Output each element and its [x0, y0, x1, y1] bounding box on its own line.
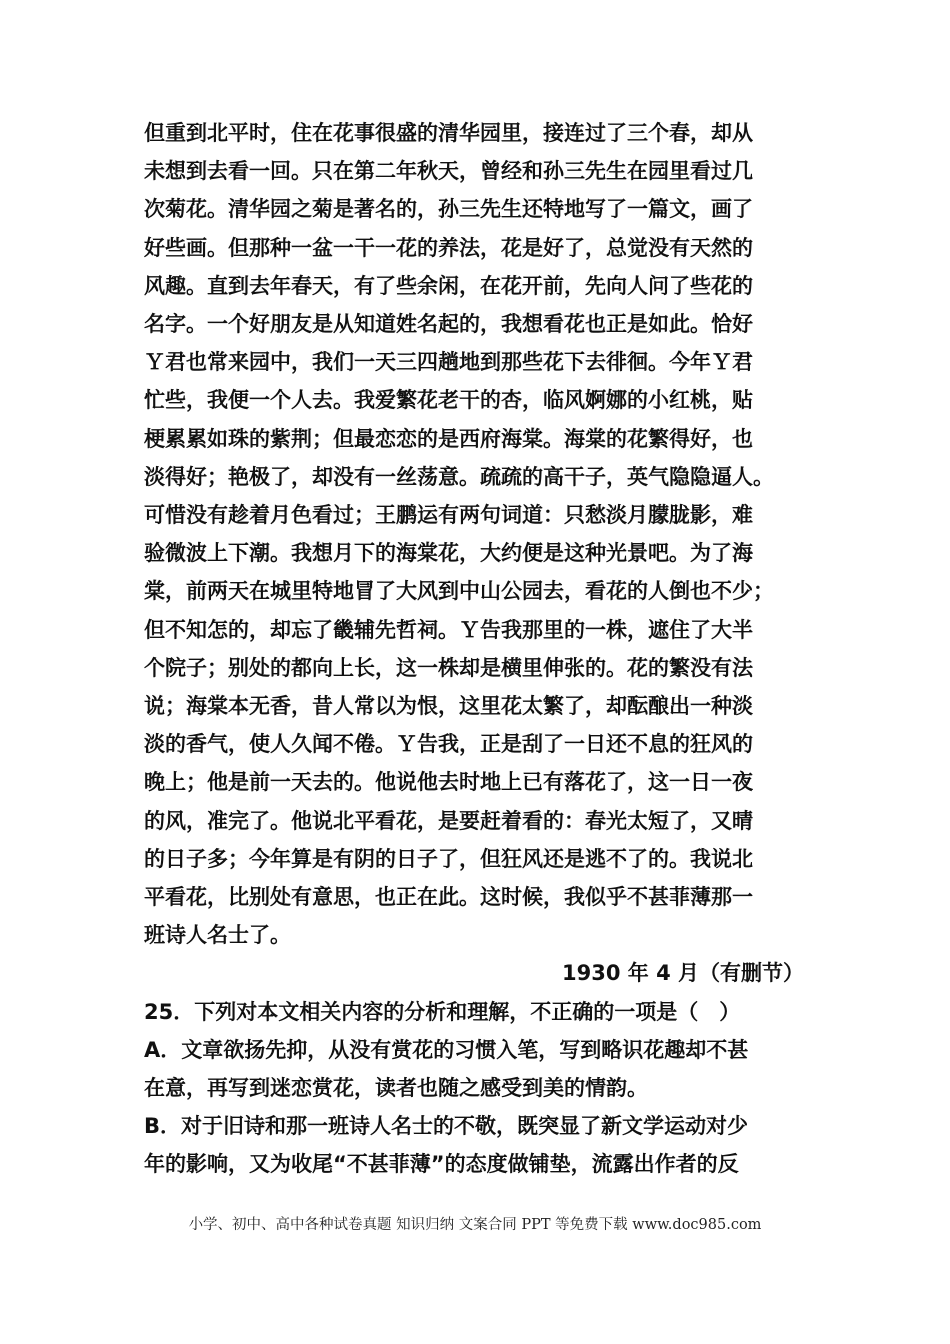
article-line: 但重到北平时，住在花事很盛的清华园里，接连过了三个春，却从	[144, 121, 753, 145]
article-line: 可惜没有趁着月色看过；王鹏运有两句词道：只愁淡月朦胧影，难	[144, 503, 753, 528]
article-text	[144, 114, 812, 954]
article-line: 淡得好；艳极了，却没有一丝荡意。疏疏的高干子，英气隐隐逼人。	[144, 464, 774, 489]
page-footer: 小学、初中、高中各种试卷真题 知识归纳 文案合同 PPT 等免费下载 www.doc985.com	[188, 1217, 762, 1233]
article-line: 验微波上下潮。我想月下的海棠花，大约便是这种光景吧。为了海	[144, 541, 753, 566]
article-date: 1930 年 4 月（有删节）	[562, 961, 804, 986]
question-stem: 25．下列对本文相关内容的分析和理解，不正确的一项是（ ）	[144, 999, 741, 1024]
article-line: 的风，准完了。他说北平看花，是要赶着看的：春光太短了，又晴	[144, 808, 753, 833]
document-body	[144, 114, 812, 1184]
article-line: 淡的香气，使人久闻不倦。Ｙ告我，正是刮了一日还不息的狂风的	[144, 732, 753, 757]
article-line: Ｙ君也常来园中，我们一天三四趟地到那些花下去徘徊。今年Ｙ君	[144, 350, 753, 375]
option-line: A．文章欲扬先抑，从没有赏花的习惯入笔，写到略识花趣却不甚	[144, 1037, 749, 1062]
option-a	[144, 1031, 812, 1107]
article-line: 梗累累如珠的紫荆；但最恋恋的是西府海棠。海棠的花繁得好，也	[144, 426, 753, 451]
article-line: 晚上；他是前一天去的。他说他去时地上已有落花了，这一日一夜	[144, 770, 753, 795]
article-line: 棠，前两天在城里特地冒了大风到中山公园去，看花的人倒也不少；	[144, 579, 774, 604]
article-line: 班诗人名士了。	[144, 923, 291, 948]
question-25	[144, 993, 812, 1184]
article-line: 说；海棠本无香，昔人常以为恨，这里花太繁了，却酝酿出一种淡	[144, 694, 753, 719]
article-line: 但不知怎的，却忘了畿辅先哲祠。Ｙ告我那里的一株，遮住了大半	[144, 617, 753, 642]
article-line: 次菊花。清华园之菊是著名的，孙三先生还特地写了一篇文，画了	[144, 197, 753, 222]
option-b	[144, 1107, 812, 1183]
article-line: 未想到去看一回。只在第二年秋天，曾经和孙三先生在园里看过几	[144, 159, 753, 184]
article-line: 个院子；别处的都向上长，这一株却是横里伸张的。花的繁没有法	[144, 655, 753, 680]
article-line: 的日子多；今年算是有阴的日子了，但狂风还是逃不了的。我说北	[144, 846, 753, 871]
option-line: 在意，再写到迷恋赏花，读者也随之感受到美的情韵。	[144, 1076, 648, 1101]
article-line: 名字。一个好朋友是从知道姓名起的，我想看花也正是如此。恰好	[144, 312, 753, 337]
option-line: B．对于旧诗和那一班诗人名士的不敬，既突显了新文学运动对少	[144, 1114, 749, 1139]
article-line: 忙些，我便一个人去。我爱繁花老干的杏，临风婀娜的小红桃，贴	[144, 388, 753, 413]
article-line: 风趣。直到去年春天，有了些余闲，在花开前，先向人问了些花的	[144, 273, 753, 298]
article-line: 好些画。但那种一盆一干一花的养法，花是好了，总觉没有天然的	[144, 235, 753, 260]
option-line: 年的影响，又为收尾“不甚菲薄”的态度做铺垫，流露出作者的反	[144, 1152, 739, 1177]
article-line: 平看花，比别处有意思，也正在此。这时候，我似乎不甚菲薄那一	[144, 885, 753, 910]
